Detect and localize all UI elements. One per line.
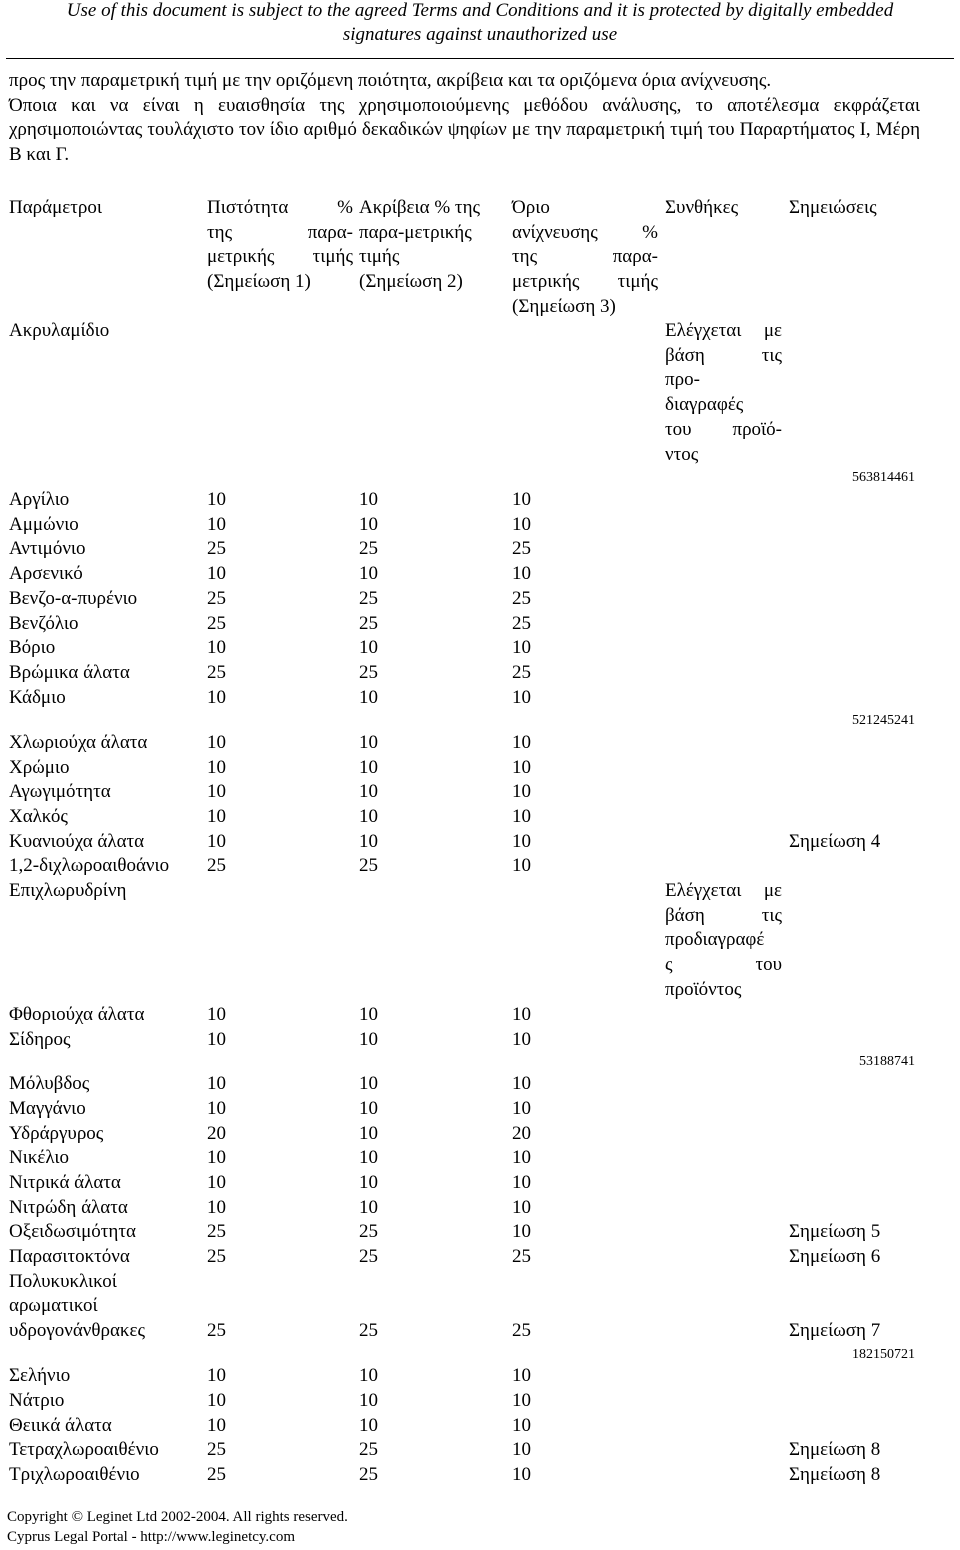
- row-name: Βόριο: [9, 637, 56, 658]
- row-precision: 25: [359, 1439, 378, 1460]
- row-precision: 25: [359, 613, 378, 634]
- intro-paragraph-1: προς την παραμετρική τιμή με την οριζόμενη ποιότητα, ακρίβεια και τα οριζόμενα όρια ανίχνευσης.: [9, 70, 772, 91]
- row-trueness: 10: [207, 514, 226, 535]
- row-trueness: 10: [207, 1197, 226, 1218]
- header-line: [207, 221, 353, 246]
- row-detection: 10: [512, 1221, 531, 1242]
- footer-portal: Cyprus Legal Portal - http://www.leginetcy.com: [7, 1529, 295, 1545]
- row-trueness: 25: [207, 1439, 226, 1460]
- row-detection: 25: [512, 662, 531, 683]
- row-trueness: 10: [207, 1147, 226, 1168]
- row-name: Θειικά άλατα: [9, 1415, 112, 1436]
- row-detection: 10: [512, 1390, 531, 1411]
- condition-line: [665, 344, 782, 369]
- header-line: [207, 270, 353, 295]
- col-header-parameters: Παράμετροι: [9, 197, 103, 218]
- row-trueness: 25: [207, 662, 226, 683]
- conditions-epichlorohydrin: [665, 879, 782, 1003]
- row-detection: 10: [512, 1415, 531, 1436]
- row-name: Σίδηρος: [9, 1029, 71, 1050]
- row-trueness: 25: [207, 855, 226, 876]
- header-word: με: [763, 320, 782, 341]
- condition-line: [665, 978, 782, 1003]
- footer-copyright: Copyright © Leginet Ltd 2002-2004. All rights reserved.: [7, 1509, 348, 1525]
- row-precision: 25: [359, 1246, 378, 1267]
- header-word: του: [755, 954, 782, 976]
- row-name: Βενζόλιο: [9, 613, 79, 634]
- condition-line: [665, 368, 782, 393]
- row-name: Τετραχλωροαιθένιο: [9, 1439, 159, 1460]
- header-word: τιμής: [617, 271, 658, 293]
- row-name: Βενζο-α-πυρένιο: [9, 588, 138, 609]
- header-word: τις: [761, 344, 782, 366]
- row-name: Παρασιτοκτόνα: [9, 1246, 130, 1267]
- row-trueness: 10: [207, 489, 226, 510]
- signature-number-2: 521245241: [852, 713, 915, 728]
- condition-word: διαγραφές: [665, 394, 744, 416]
- row-precision: 25: [359, 1464, 378, 1485]
- row-trueness: 25: [207, 1320, 226, 1341]
- row-note: Σημείωση 5: [789, 1221, 881, 1242]
- condition-word: Ελέγχεται: [665, 320, 742, 341]
- condition-word: προδιαγραφέ: [665, 929, 765, 951]
- signature-number-1: 563814461: [852, 470, 915, 485]
- header-line: [207, 196, 353, 221]
- row-name: υδρογονάνθρακες: [9, 1320, 145, 1341]
- row-name: Κυανιούχα άλατα: [9, 831, 145, 852]
- row-name: Βρώμικα άλατα: [9, 662, 130, 683]
- row-precision: 25: [359, 588, 378, 609]
- row-detection: 10: [512, 1365, 531, 1386]
- row-note: Σημείωση 8: [789, 1439, 881, 1460]
- row-trueness: 10: [207, 1415, 226, 1436]
- row-trueness: 25: [207, 613, 226, 634]
- signature-number-4: 182150721: [852, 1347, 915, 1362]
- row-name: Χρώμιο: [9, 757, 70, 778]
- row-precision: 10: [359, 1029, 378, 1050]
- row-detection: 25: [512, 613, 531, 634]
- row-detection: 25: [512, 1246, 531, 1267]
- header-word: παρα-: [612, 246, 658, 268]
- row-precision: 10: [359, 806, 378, 827]
- row-precision: 10: [359, 1004, 378, 1025]
- row-trueness: 10: [207, 687, 226, 708]
- row-name: Χλωριούχα άλατα: [9, 732, 148, 753]
- col-header-precision: [359, 196, 507, 295]
- row-trueness: 10: [207, 1390, 226, 1411]
- header-word: (Σημείωση 2): [359, 271, 463, 293]
- row-trueness: 25: [207, 1464, 226, 1485]
- row-detection: 10: [512, 637, 531, 658]
- row-name-acrylamide: Ακρυλαμίδιο: [9, 320, 110, 341]
- row-detection: 10: [512, 514, 531, 535]
- row-detection: 10: [512, 1464, 531, 1485]
- header-line: [512, 245, 658, 270]
- row-trueness: 25: [207, 588, 226, 609]
- row-trueness: 25: [207, 538, 226, 559]
- row-precision: 10: [359, 1147, 378, 1168]
- header-word: με: [763, 880, 782, 901]
- col-header-trueness: [207, 196, 353, 295]
- row-name: Μόλυβδος: [9, 1073, 90, 1094]
- row-precision: 10: [359, 757, 378, 778]
- row-precision: 25: [359, 538, 378, 559]
- intro-text: [9, 69, 920, 167]
- col-header-notes: Σημειώσεις: [789, 197, 877, 218]
- row-precision: 25: [359, 1221, 378, 1242]
- row-detection: 10: [512, 1029, 531, 1050]
- col-header-detection-limit: [512, 196, 658, 320]
- header-word: παρα-μετρικής: [359, 221, 472, 243]
- condition-line: [665, 443, 782, 468]
- row-precision: 10: [359, 1073, 378, 1094]
- header-word: (Σημείωση 1): [207, 271, 311, 293]
- row-precision: 10: [359, 781, 378, 802]
- row-precision: 25: [359, 855, 378, 876]
- condition-word: προ-: [665, 369, 700, 391]
- condition-line: [665, 953, 782, 978]
- condition-line: [665, 418, 782, 443]
- row-trueness: 10: [207, 1004, 226, 1025]
- row-precision: 10: [359, 489, 378, 510]
- row-trueness: 10: [207, 1172, 226, 1193]
- header-line: [512, 221, 658, 246]
- header-divider: [6, 58, 954, 59]
- row-note: Σημείωση 7: [789, 1320, 881, 1341]
- row-name: Νικέλιο: [9, 1147, 69, 1168]
- row-name: Οξειδωσιμότητα: [9, 1221, 136, 1242]
- row-name: Αρσενικό: [9, 563, 83, 584]
- header-line: [512, 295, 658, 320]
- row-detection: 25: [512, 588, 531, 609]
- row-name: Αντιμόνιο: [9, 538, 86, 559]
- row-detection: 25: [512, 538, 531, 559]
- row-detection: 10: [512, 687, 531, 708]
- condition-word: Ελέγχεται: [665, 880, 742, 901]
- header-word: μετρικής: [512, 271, 580, 293]
- header-word: προϊό-: [732, 418, 782, 440]
- row-detection: 10: [512, 1098, 531, 1119]
- condition-word: ς: [665, 954, 673, 976]
- header-word: μετρικής: [207, 246, 275, 268]
- row-name: Νιτρικά άλατα: [9, 1172, 121, 1193]
- row-trueness: 10: [207, 806, 226, 827]
- row-detection: 10: [512, 781, 531, 802]
- row-trueness: 10: [207, 637, 226, 658]
- header-word: %: [337, 197, 353, 218]
- row-detection: 10: [512, 1172, 531, 1193]
- row-trueness: 10: [207, 1365, 226, 1386]
- row-name: Αμμώνιο: [9, 514, 79, 535]
- row-name-prefix: αρωματικοί: [9, 1295, 98, 1316]
- header-line-1: Use of this document is subject to the agreed Terms and Conditions and it is protected by digitally embedded: [66, 0, 894, 21]
- header-word: παρα-: [307, 221, 353, 243]
- row-trueness: 10: [207, 732, 226, 753]
- row-name: Αργίλιο: [9, 489, 70, 510]
- col-header-conditions: Συνθήκες: [665, 197, 739, 218]
- row-name: Φθοριούχα άλατα: [9, 1004, 145, 1025]
- header-word: Πιστότητα: [207, 197, 289, 218]
- header-word: %: [642, 221, 658, 243]
- condition-word: ντος: [665, 443, 699, 465]
- row-trueness: 10: [207, 1073, 226, 1094]
- row-precision: 25: [359, 1320, 378, 1341]
- row-trueness: 10: [207, 563, 226, 584]
- row-precision: 10: [359, 831, 378, 852]
- row-name: Νάτριο: [9, 1390, 65, 1411]
- condition-word: του: [665, 418, 692, 440]
- conditions-acrylamide: [665, 319, 782, 467]
- header-line-2: signatures against unauthorized use: [342, 24, 618, 45]
- header-word: της: [207, 221, 233, 243]
- header-line: [359, 245, 507, 270]
- row-note: Σημείωση 6: [789, 1246, 881, 1267]
- row-precision: 10: [359, 1123, 378, 1144]
- row-detection: 10: [512, 732, 531, 753]
- row-trueness: 10: [207, 1098, 226, 1119]
- row-precision: 10: [359, 514, 378, 535]
- row-name: 1,2-διχλωροαιθοάνιο: [9, 855, 170, 876]
- header-line: [359, 196, 507, 221]
- row-detection: 10: [512, 831, 531, 852]
- header-word: τις: [761, 904, 782, 926]
- header-word: τιμής: [312, 246, 353, 268]
- signature-number-3: 53188741: [859, 1054, 915, 1069]
- row-note: Σημείωση 4: [789, 831, 881, 852]
- row-name: Νιτρώδη άλατα: [9, 1197, 128, 1218]
- condition-line: [665, 928, 782, 953]
- row-precision: 10: [359, 1172, 378, 1193]
- condition-line: [665, 879, 782, 904]
- row-precision: 10: [359, 732, 378, 753]
- row-detection: 10: [512, 489, 531, 510]
- header-line: [359, 221, 507, 246]
- row-trueness: 10: [207, 757, 226, 778]
- row-detection: 10: [512, 563, 531, 584]
- row-name: Χαλκός: [9, 806, 68, 827]
- row-precision: 10: [359, 637, 378, 658]
- row-detection: 10: [512, 806, 531, 827]
- row-detection: 10: [512, 855, 531, 876]
- header-word: τιμής: [359, 246, 400, 268]
- row-precision: 10: [359, 1098, 378, 1119]
- row-detection: 10: [512, 1439, 531, 1460]
- row-detection: 10: [512, 757, 531, 778]
- row-precision: 25: [359, 662, 378, 683]
- row-name-prefix: Πολυκυκλικοί: [9, 1271, 117, 1292]
- condition-word: προϊόντος: [665, 978, 742, 1000]
- row-detection: 10: [512, 1197, 531, 1218]
- header-word: της: [512, 246, 538, 268]
- row-trueness: 20: [207, 1123, 226, 1144]
- row-precision: 10: [359, 1197, 378, 1218]
- row-name: Μαγγάνιο: [9, 1098, 86, 1119]
- row-name: Κάδμιο: [9, 687, 66, 708]
- condition-line: [665, 904, 782, 929]
- intro-paragraph-2: Όποια και να είναι η ευαισθησία της χρησιμοποιούμενης μεθόδου ανάλυσης, το αποτέλεσμα εκφράζεται χρησιμοποιώντας τουλάχιστο τον ίδιο αριθμό δεκαδικών ψηφίων με την παραμετρική τιμή του Παραρτήματος Ι, Μέρη Β και Γ.: [9, 94, 920, 165]
- condition-word: βάση: [665, 904, 705, 926]
- row-name: Αγωγιμότητα: [9, 781, 111, 802]
- row-detection: 10: [512, 1073, 531, 1094]
- row-precision: 10: [359, 1365, 378, 1386]
- row-trueness: 25: [207, 1246, 226, 1267]
- row-name: Τριχλωροαιθένιο: [9, 1464, 140, 1485]
- header-word: Όριο: [512, 197, 550, 218]
- header-line: [359, 270, 507, 295]
- row-name: Υδράργυρος: [9, 1123, 104, 1144]
- row-precision: 10: [359, 1390, 378, 1411]
- row-name-epichlorohydrin: Επιχλωρυδρίνη: [9, 880, 127, 901]
- header-word: Ακρίβεια % της: [359, 197, 481, 218]
- row-note: Σημείωση 8: [789, 1464, 881, 1485]
- header-line: [207, 245, 353, 270]
- condition-line: [665, 393, 782, 418]
- row-trueness: 10: [207, 1029, 226, 1050]
- row-detection: 25: [512, 1320, 531, 1341]
- row-detection: 10: [512, 1004, 531, 1025]
- condition-word: βάση: [665, 344, 705, 366]
- condition-line: [665, 319, 782, 344]
- row-trueness: 25: [207, 1221, 226, 1242]
- row-precision: 10: [359, 563, 378, 584]
- row-trueness: 10: [207, 781, 226, 802]
- row-name: Σελήνιο: [9, 1365, 71, 1386]
- row-precision: 10: [359, 1415, 378, 1436]
- header-line: [512, 270, 658, 295]
- header-word: ανίχνευσης: [512, 221, 598, 243]
- row-precision: 10: [359, 687, 378, 708]
- row-detection: 20: [512, 1123, 531, 1144]
- row-detection: 10: [512, 1147, 531, 1168]
- header-word: (Σημείωση 3): [512, 295, 616, 317]
- header-line: [512, 196, 658, 221]
- row-trueness: 10: [207, 831, 226, 852]
